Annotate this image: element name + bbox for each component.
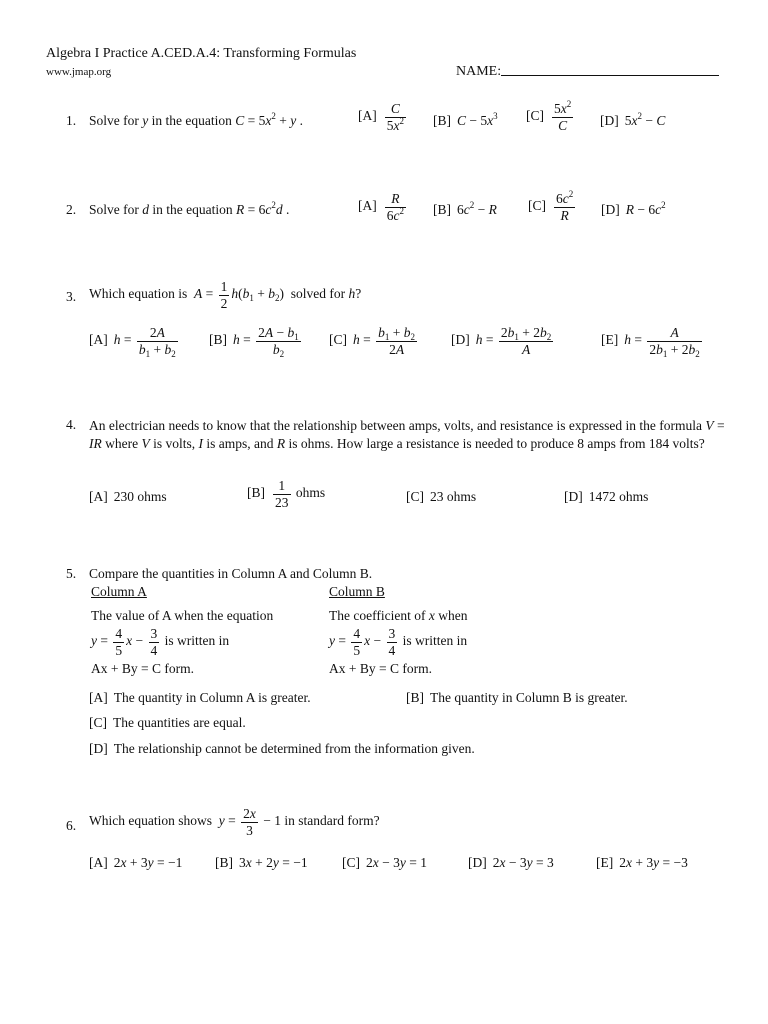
question-2-prompt: Solve for d in the equation $R = 6c^2d$ .: [89, 200, 290, 217]
choice-label: [C]: [528, 198, 546, 214]
name-blank-line: [501, 75, 719, 76]
choice-text: The quantities are equal.: [113, 715, 246, 730]
choice-label: [E]: [601, 332, 619, 348]
choice-label: [C]: [329, 332, 347, 348]
column-b-line3: Ax + By = C form.: [329, 661, 432, 676]
choice-label: [B]: [433, 202, 451, 217]
question-3-prompt: Which equation is A = $\frac{1}{2}$ $h(b_1 + b_2)$ solved for h?: [89, 279, 362, 311]
choice-label: [E]: [596, 855, 614, 870]
choice-label: [A]: [358, 198, 377, 214]
question-4-choice-b[interactable]: [B] $\frac{1}{23}$ ohms: [247, 478, 326, 510]
question-5-choice-c[interactable]: [89, 715, 246, 731]
column-b-equation: y = $\frac{4}{5}$ x − $\frac{3}{4}$ is written in: [329, 626, 468, 658]
question-3-choice-d[interactable]: [D] h = $\frac{2b_1 + 2b_2}{A}$: [451, 325, 552, 357]
question-2-choice-b[interactable]: [B] $6c^2 - R$: [433, 200, 497, 217]
choice-label: [D]: [468, 855, 487, 870]
question-5-prompt: Compare the quantities in Column A and Column B.: [89, 566, 373, 581]
choice-label: [D]: [601, 202, 620, 217]
name-label: NAME:: [456, 64, 502, 79]
choice-label: [B]: [209, 332, 227, 348]
choice-label: [C]: [89, 715, 107, 730]
column-a-line3: Ax + By = C form.: [91, 661, 194, 676]
question-6-choice-b[interactable]: [B] 3x + 2y = −1: [215, 855, 308, 870]
question-3-choice-a[interactable]: [A] h = $\frac{2A}{b_1 + b_2}$: [89, 325, 176, 359]
column-b-heading: Column B: [329, 584, 385, 599]
column-a-line2-suffix: is written in: [164, 633, 230, 649]
question-3-choice-c[interactable]: [C] h = $\frac{b_1 + b_2}{2A}$: [329, 325, 415, 357]
question-5-choice-d[interactable]: [89, 741, 475, 757]
question-4-choice-c[interactable]: [C] 23 ohms: [406, 489, 477, 504]
column-b-line2-suffix: is written in: [402, 633, 468, 649]
choice-label: [A]: [89, 332, 108, 348]
question-2-number: 2.: [66, 202, 77, 217]
question-6-choice-e[interactable]: [E] 2x + 3y = −3: [596, 855, 688, 870]
question-4-prompt: An electrician needs to know that the relationship between amps, volts, and resistance is expressed in the formula V = IR where V is volts, I is amps, and R is ohms. How large a resistance is needed to produce 8 amps from 184 volts?: [89, 418, 725, 451]
question-6-prompt: Which equation shows y = $\frac{2x}{3}$ − 1 in standard form?: [89, 806, 380, 838]
choice-label: [C]: [526, 108, 544, 124]
question-1-choice-a[interactable]: [A] $\frac{C}{5x^2}$: [358, 101, 404, 133]
choice-label: [A]: [89, 855, 108, 870]
choice-text: The relationship cannot be determined from the information given.: [113, 741, 475, 756]
column-a-heading: Column A: [91, 584, 147, 599]
choice-label: [A]: [89, 489, 108, 504]
choice-label: [C]: [406, 489, 424, 504]
question-5-choice-a[interactable]: [89, 690, 311, 706]
question-5-number: 5.: [66, 566, 77, 581]
question-2-choice-c[interactable]: [C] $\frac{6c^2}{R}$: [528, 189, 574, 223]
question-5-choice-b[interactable]: [406, 690, 628, 706]
question-2-choice-d[interactable]: [D] $R - 6c^2$: [601, 200, 666, 217]
question-4-choice-d[interactable]: [D] 1472 ohms: [564, 489, 649, 504]
question-4-choice-a[interactable]: [A] 230 ohms: [89, 489, 167, 504]
choice-label: [B]: [215, 855, 233, 870]
question-4-number: 4.: [66, 417, 77, 432]
question-1-number: 1.: [66, 113, 77, 128]
question-6-choice-d[interactable]: [D] 2x − 3y = 3: [468, 855, 554, 870]
question-6-choice-a[interactable]: [A] 2x + 3y = −1: [89, 855, 183, 870]
question-1-choice-c[interactable]: [C] $\frac{5x^2}{C}$: [526, 99, 572, 133]
choice-text: The quantity in Column A is greater.: [113, 690, 311, 705]
choice-label: [D]: [89, 741, 108, 756]
question-1-choice-b[interactable]: [B] $C - 5x^3$: [433, 111, 498, 128]
choice-label: [C]: [342, 855, 360, 870]
question-3-choice-e[interactable]: [E] h = $\frac{A}{2b_1 + 2b_2}$: [601, 325, 700, 359]
choice-label: [A]: [89, 690, 108, 705]
column-a-equation: y = $\frac{4}{5}$ x − $\frac{3}{4}$ is written in: [91, 626, 230, 658]
question-1-choice-d[interactable]: [D] $5x^2 - C$: [600, 111, 666, 128]
question-6-prompt-suffix: in standard form?: [284, 813, 380, 829]
column-a-line1: The value of A when the equation: [91, 608, 274, 623]
choice-label: [D]: [564, 489, 583, 504]
choice-label: [B]: [406, 690, 424, 705]
name-field: [456, 64, 719, 80]
website-label: www.jmap.org: [46, 66, 112, 78]
question-1-prompt: Solve for y in the equation $C = 5x^2 + y$ .: [89, 111, 303, 128]
choice-label: [D]: [600, 113, 619, 128]
choice-label: [A]: [358, 108, 377, 124]
question-6-number: 6.: [66, 818, 77, 833]
column-b-line1: The coefficient of x when: [329, 608, 468, 623]
choice-label: [B]: [433, 113, 451, 128]
choice-label: [B]: [247, 485, 265, 501]
choice-label: [D]: [451, 332, 470, 348]
question-6-choice-c[interactable]: [C] 2x − 3y = 1: [342, 855, 427, 870]
question-3-number: 3.: [66, 289, 77, 304]
question-3-choice-b[interactable]: [B] h = $\frac{2A - b_1}{b_2}$: [209, 325, 299, 359]
question-2-choice-a[interactable]: [A] $\frac{R}{6c^2}$: [358, 191, 404, 223]
worksheet-title: Algebra I Practice A.CED.A.4: Transforming Formulas: [46, 46, 357, 61]
choice-text: The quantity in Column B is greater.: [430, 690, 628, 705]
